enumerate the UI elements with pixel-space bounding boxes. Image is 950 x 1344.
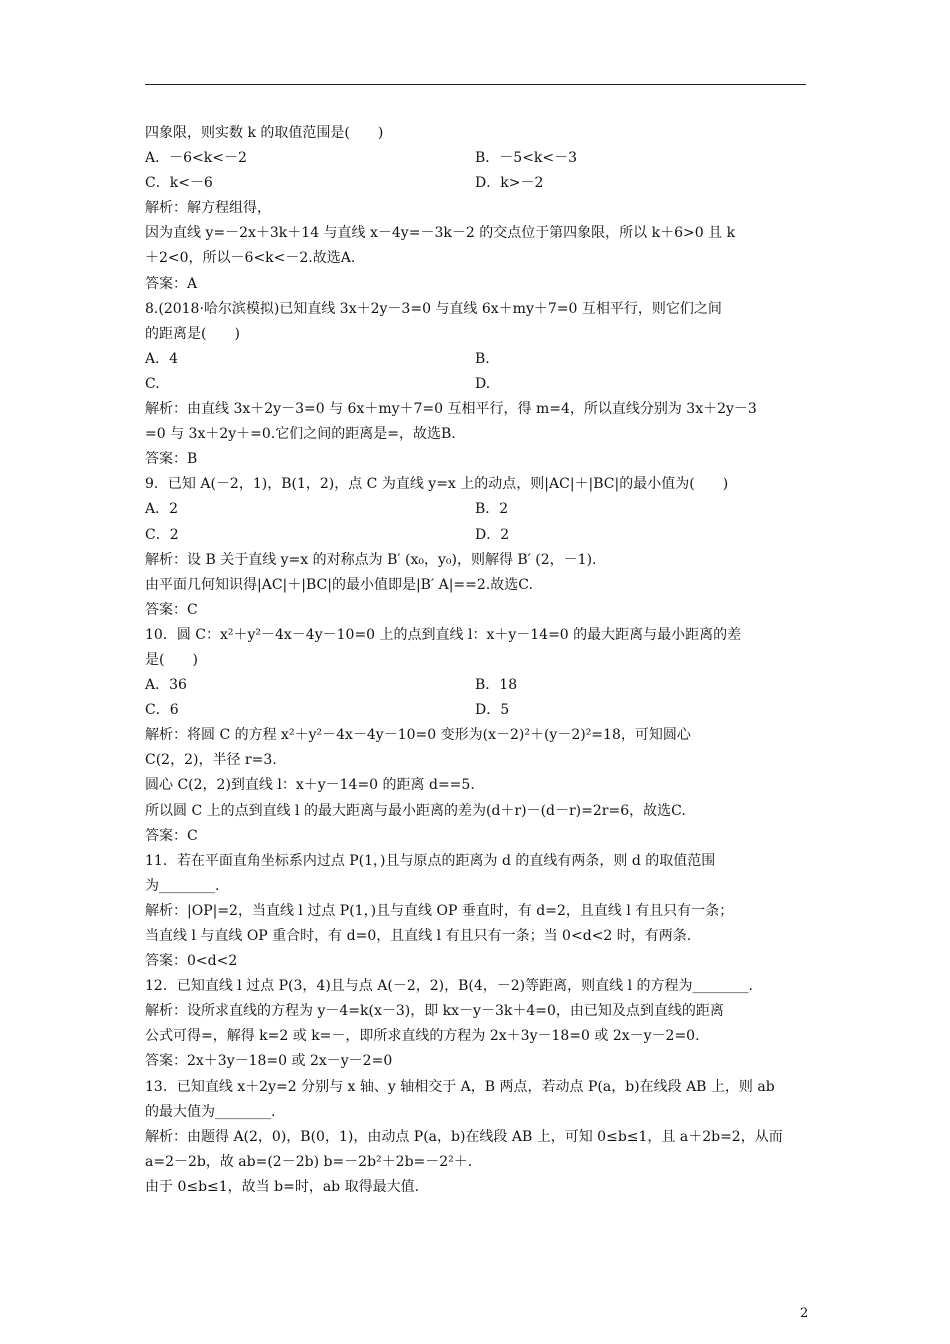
option-row — [145, 171, 817, 196]
text-line: ＋2<0，所以－6<k<－2.故选A. — [145, 250, 356, 267]
option-row — [145, 523, 817, 548]
page-number: 2 — [800, 1306, 809, 1321]
text-line: 11．若在平面直角坐标系内过点 P(1，)且与原点的距离为 d 的直线有两条，则 d 的取值范围 — [145, 852, 716, 869]
text-line: 解析：设 B 关于直线 y=x 的对称点为 B′ (x₀，y₀)，则解得 B′ (2，－1). — [145, 551, 597, 568]
option-text: B．－5<k<－3 — [475, 150, 578, 167]
text-line: 13．已知直线 x＋2y=2 分别与 x 轴、y 轴相交于 A，B 两点，若动点 P(a，b)在线段 AB 上，则 ab — [145, 1078, 775, 1095]
text-line: 答案：2x＋3y－18=0 或 2x－y－2=0 — [145, 1053, 393, 1070]
text-line: 解析：解方程组得， — [145, 200, 271, 217]
option-text: A．4 — [145, 350, 179, 367]
text-line: 答案：A — [145, 275, 198, 292]
text-line: 9．已知 A(－2，1)，B(1，2)，点 C 为直线 y=x 上的动点，则|AC|＋|BC|的最小值为( ) — [145, 476, 729, 493]
option-text: C．6 — [145, 702, 179, 719]
text-line: 圆心 C(2，2)到直线 l：x＋y－14=0 的距离 d==5. — [145, 777, 475, 794]
text-line: 答案：B — [145, 451, 198, 468]
option-text: B．18 — [475, 677, 518, 694]
text-line: 为________. — [145, 877, 220, 894]
option-text: D．2 — [475, 526, 510, 543]
text-line: C(2，2)，半径 r=3. — [145, 752, 277, 769]
text-line: 解析：由直线 3x＋2y－3=0 与 6x＋my＋7=0 互相平行，得 m=4，所以直线分别为 3x＋2y－3 — [145, 401, 757, 418]
option-text: C．k<－6 — [145, 175, 213, 192]
text-line: 的距离是( ) — [145, 325, 240, 342]
option-row — [145, 673, 817, 698]
text-line: 由平面几何知识得|AC|＋|BC|的最小值即是|B′ A|==2.故选C. — [145, 576, 533, 593]
text-line: a=2－2b，故 ab=(2－2b) b=－2b²＋2b=－2²＋. — [145, 1153, 473, 1170]
option-text: A．2 — [145, 501, 179, 518]
option-text: D．5 — [475, 702, 510, 719]
text-line: 解析：由题得 A(2，0)，B(0，1)，由动点 P(a，b)在线段 AB 上，可知 0≤b≤1，且 a＋2b=2，从而 — [145, 1128, 783, 1145]
option-text: D．k>－2 — [475, 175, 544, 192]
text-line: 12．已知直线 l 过点 P(3，4)且与点 A(－2，2)，B(4，－2)等距离，则直线 l 的方程为________. — [145, 978, 753, 995]
text-line: 10．圆 C：x²＋y²－4x－4y－10=0 上的点到直线 l：x＋y－14=0 的最大距离与最小距离的差 — [145, 626, 742, 643]
text-line: 由于 0≤b≤1，故当 b=时，ab 取得最大值. — [145, 1178, 420, 1195]
option-row — [145, 347, 817, 372]
option-text: A．－6<k<－2 — [145, 150, 247, 167]
text-line: 解析：|OP|=2，当直线 l 过点 P(1，)且与直线 OP 垂直时，有 d=2，且直线 l 有且只有一条； — [145, 902, 734, 919]
text-line: 因为直线 y=－2x＋3k＋14 与直线 x－4y=－3k－2 的交点位于第四象限，所以 k＋6>0 且 k — [145, 225, 736, 242]
text-line: 是( ) — [145, 651, 198, 668]
header-rule — [145, 84, 806, 85]
page-content — [145, 121, 817, 1200]
text-line: 四象限，则实数 k 的取值范围是( ) — [145, 125, 384, 141]
text-line: =0 与 3x＋2y＋=0.它们之间的距离是=，故选B. — [145, 426, 456, 443]
text-line: 解析：将圆 C 的方程 x²＋y²－4x－4y－10=0 变形为(x－2)²＋(y－2)²=18，可知圆心 — [145, 727, 691, 744]
option-row — [145, 497, 817, 522]
text-line: 解析：设所求直线的方程为 y－4=k(x－3)，即 kx－y－3k＋4=0，由已知及点到直线的距离 — [145, 1003, 724, 1020]
text-line: 答案：C — [145, 601, 198, 618]
option-text: D. — [475, 375, 491, 392]
text-line: 答案：C — [145, 827, 198, 844]
option-row — [145, 372, 817, 397]
option-text: B. — [475, 350, 490, 367]
text-line: 公式可得=，解得 k=2 或 k=－，即所求直线的方程为 2x＋3y－18=0 或 2x－y－2=0. — [145, 1028, 700, 1045]
option-row — [145, 146, 817, 171]
option-text: B．2 — [475, 501, 509, 518]
option-text: C. — [145, 375, 160, 392]
option-text: A．36 — [145, 677, 187, 694]
text-line: 8.(2018·哈尔滨模拟)已知直线 3x＋2y－3=0 与直线 6x＋my＋7=0 互相平行，则它们之间 — [145, 300, 722, 317]
option-row — [145, 698, 817, 723]
text-line: 答案：0<d<2 — [145, 953, 238, 970]
text-line: 所以圆 C 上的点到直线 l 的最大距离与最小距离的差为(d＋r)－(d－r)=2r=6，故选C. — [145, 802, 686, 819]
text-line: 当直线 l 与直线 OP 重合时，有 d=0，且直线 l 有且只有一条；当 0<d<2 时，有两条. — [145, 928, 692, 944]
option-text: C．2 — [145, 526, 179, 543]
text-line: 的最大值为________. — [145, 1103, 276, 1120]
